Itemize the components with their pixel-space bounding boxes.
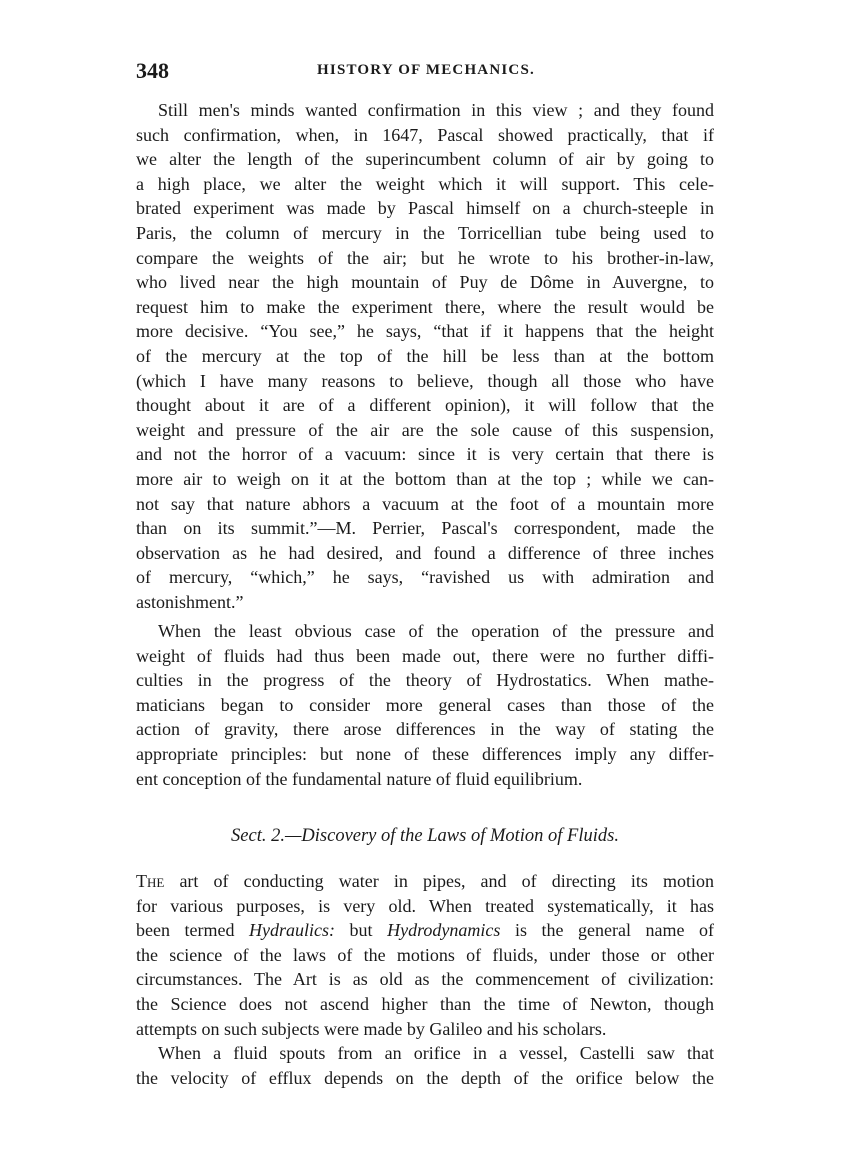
text-line: such confirmation, when, in 1647, Pascal showed practically, that if: [136, 124, 714, 145]
text-line: thought about it are of a different opinion), it will follow that the: [136, 395, 714, 416]
text-line: more air to weigh on it at the bottom than at the top ; while we can-: [136, 468, 714, 489]
text-line: the Science does not ascend higher than the time of Newton, though: [136, 993, 714, 1014]
text-line: compare the weights of the air; but he wrote to his brother-in-law,: [136, 247, 714, 268]
text-line: ent conception of the fundamental nature of fluid equilibrium.: [136, 768, 583, 789]
text-line: a high place, we alter the weight which it will support. This cele-: [136, 173, 714, 194]
text-line: and not the horror of a vacuum: since it is very certain that there is: [136, 444, 714, 465]
text-line: observation as he had desired, and found a difference of three inches: [136, 542, 714, 563]
text-line: weight and pressure of the air are the sole cause of this suspension,: [136, 419, 714, 440]
page-number: 348: [136, 58, 169, 83]
text-line: maticians began to consider more general cases than those of the: [136, 694, 714, 715]
term-hydraulics: Hydraulics:: [249, 920, 336, 941]
text-line: than on its summit.”—M. Perrier, Pascal's correspondent, made the: [136, 518, 714, 539]
text-line: circumstances. The Art is as old as the commencement of civilization:: [136, 969, 714, 990]
text-line: astonishment.”: [136, 591, 244, 612]
text-line: (which I have many reasons to believe, though all those who have: [136, 370, 714, 391]
paragraph-hydraulics-art: [136, 869, 714, 1041]
section-heading: Sect. 2.—Discovery of the Laws of Motion of Fluids.: [231, 826, 619, 846]
text-line: we alter the length of the superincumbent column of air by going to: [136, 149, 714, 170]
text-line: request him to make the experiment there, where the result would be: [136, 296, 714, 317]
paragraph-castelli-efflux: [136, 1041, 714, 1090]
text-line: the science of the laws of the motions of fluids, under those or other: [136, 944, 714, 965]
text-line: appropriate principles: but none of these differences imply any differ-: [136, 743, 714, 764]
text-line: been termed Hydraulics: but Hydrodynamics is the general name of: [136, 920, 715, 941]
text-line: Paris, the column of mercury in the Torricellian tube being used to: [136, 222, 714, 243]
paragraph-pascal-experiment: [136, 98, 714, 614]
text-line: attempts on such subjects were made by Galileo and his scholars.: [136, 1018, 607, 1039]
text-line: who lived near the high mountain of Puy de Dôme in Auvergne, to: [136, 272, 714, 293]
text-line: culties in the progress of the theory of Hydrostatics. When mathe-: [136, 670, 714, 691]
page-header: [136, 56, 716, 88]
text-line: the velocity of efflux depends on the depth of the orifice below the: [136, 1067, 714, 1088]
lead-word: The: [136, 871, 165, 891]
text-line: When a fluid spouts from an orifice in a vessel, Castelli saw that: [158, 1043, 714, 1063]
text-line: When the least obvious case of the operation of the pressure and: [158, 621, 714, 641]
text-line: The art of conducting water in pipes, and of directing its motion: [136, 871, 714, 891]
text-line: Still men's minds wanted confirmation in this view ; and they found: [158, 100, 714, 120]
term-hydrodynamics: Hydrodynamics: [387, 920, 501, 941]
text-line: for various purposes, is very old. When treated systematically, it has: [136, 895, 714, 916]
paragraph-hydrostatics-theory: [136, 619, 714, 791]
running-title: HISTORY OF MECHANICS.: [317, 62, 535, 78]
text-line: brated experiment was made by Pascal himself on a church-steeple in: [136, 198, 714, 219]
text-line: weight of fluids had thus been made out, there were no further diffi-: [136, 645, 714, 666]
text-line: of the mercury at the top of the hill be less than at the bottom: [136, 345, 714, 366]
text-line: more decisive. “You see,” he says, “that if it happens that the height: [136, 321, 714, 342]
text-line: action of gravity, there arose differences in the way of stating the: [136, 719, 714, 740]
text-line: of mercury, “which,” he says, “ravished us with admiration and: [136, 567, 714, 588]
text-line: not say that nature abhors a vacuum at the foot of a mountain more: [136, 493, 714, 514]
